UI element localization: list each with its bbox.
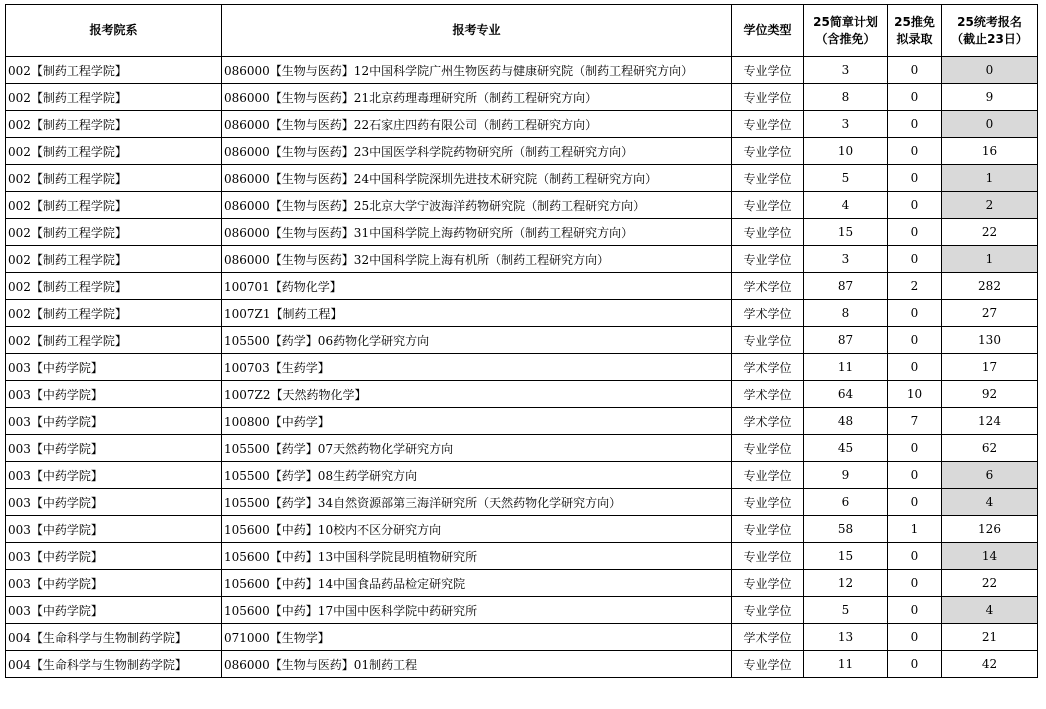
header-exempt	[888, 5, 942, 57]
table-row	[6, 57, 1038, 84]
cell-degree: 学术学位	[732, 624, 804, 651]
cell-apply: 27	[942, 300, 1038, 327]
cell-dept: 002【制药工程学院】	[6, 327, 222, 354]
cell-plan: 87	[804, 327, 888, 354]
cell-plan: 4	[804, 192, 888, 219]
cell-exempt: 7	[888, 408, 942, 435]
cell-major: 071000【生物学】	[222, 624, 732, 651]
cell-major: 105500【药学】08生药学研究方向	[222, 462, 732, 489]
table-row	[6, 381, 1038, 408]
cell-apply: 130	[942, 327, 1038, 354]
cell-plan: 9	[804, 462, 888, 489]
cell-apply: 124	[942, 408, 1038, 435]
cell-exempt: 0	[888, 219, 942, 246]
cell-exempt: 0	[888, 354, 942, 381]
table-row	[6, 246, 1038, 273]
cell-exempt: 0	[888, 462, 942, 489]
cell-apply: 16	[942, 138, 1038, 165]
header-plan	[804, 5, 888, 57]
cell-exempt: 0	[888, 435, 942, 462]
cell-plan: 5	[804, 597, 888, 624]
cell-dept: 002【制药工程学院】	[6, 165, 222, 192]
cell-exempt: 10	[888, 381, 942, 408]
header-dept: 报考院系	[6, 5, 222, 57]
cell-apply: 6	[942, 462, 1038, 489]
cell-exempt: 0	[888, 570, 942, 597]
table-row	[6, 111, 1038, 138]
cell-degree: 专业学位	[732, 597, 804, 624]
cell-dept: 002【制药工程学院】	[6, 138, 222, 165]
header-apply-line2: （截止23日）	[951, 31, 1028, 46]
cell-major: 086000【生物与医药】22石家庄四药有限公司（制药工程研究方向）	[222, 111, 732, 138]
table-row	[6, 516, 1038, 543]
table-row	[6, 408, 1038, 435]
header-major: 报考专业	[222, 5, 732, 57]
cell-degree: 专业学位	[732, 651, 804, 678]
cell-major: 105600【中药】13中国科学院昆明植物研究所	[222, 543, 732, 570]
cell-plan: 64	[804, 381, 888, 408]
cell-degree: 专业学位	[732, 516, 804, 543]
cell-exempt: 0	[888, 192, 942, 219]
cell-plan: 3	[804, 111, 888, 138]
cell-apply: 4	[942, 597, 1038, 624]
cell-exempt: 0	[888, 111, 942, 138]
cell-exempt: 0	[888, 543, 942, 570]
cell-apply: 1	[942, 165, 1038, 192]
cell-plan: 13	[804, 624, 888, 651]
cell-major: 105500【药学】07天然药物化学研究方向	[222, 435, 732, 462]
cell-plan: 12	[804, 570, 888, 597]
table-row	[6, 165, 1038, 192]
table-row	[6, 651, 1038, 678]
table-row	[6, 219, 1038, 246]
cell-exempt: 0	[888, 165, 942, 192]
table-row	[6, 354, 1038, 381]
cell-exempt: 0	[888, 489, 942, 516]
cell-degree: 专业学位	[732, 57, 804, 84]
cell-exempt: 0	[888, 651, 942, 678]
cell-degree: 学术学位	[732, 300, 804, 327]
cell-major: 100800【中药学】	[222, 408, 732, 435]
cell-dept: 002【制药工程学院】	[6, 192, 222, 219]
cell-major: 086000【生物与医药】32中国科学院上海有机所（制药工程研究方向）	[222, 246, 732, 273]
cell-degree: 专业学位	[732, 138, 804, 165]
admissions-table	[5, 4, 1038, 678]
cell-degree: 专业学位	[732, 111, 804, 138]
cell-dept: 003【中药学院】	[6, 435, 222, 462]
cell-exempt: 0	[888, 624, 942, 651]
cell-dept: 002【制药工程学院】	[6, 300, 222, 327]
cell-dept: 003【中药学院】	[6, 570, 222, 597]
cell-plan: 45	[804, 435, 888, 462]
header-row	[6, 5, 1038, 57]
cell-dept: 003【中药学院】	[6, 381, 222, 408]
cell-major: 105600【中药】17中国中医科学院中药研究所	[222, 597, 732, 624]
cell-major: 086000【生物与医药】23中国医学科学院药物研究所（制药工程研究方向）	[222, 138, 732, 165]
cell-degree: 专业学位	[732, 462, 804, 489]
cell-degree: 学术学位	[732, 408, 804, 435]
cell-exempt: 0	[888, 246, 942, 273]
cell-major: 105500【药学】34自然资源部第三海洋研究所（天然药物化学研究方向）	[222, 489, 732, 516]
cell-apply: 22	[942, 219, 1038, 246]
cell-exempt: 0	[888, 57, 942, 84]
cell-dept: 003【中药学院】	[6, 597, 222, 624]
cell-dept: 003【中药学院】	[6, 489, 222, 516]
cell-major: 086000【生物与医药】25北京大学宁波海洋药物研究院（制药工程研究方向）	[222, 192, 732, 219]
cell-major: 086000【生物与医药】31中国科学院上海药物研究所（制药工程研究方向）	[222, 219, 732, 246]
cell-exempt: 0	[888, 300, 942, 327]
table-row	[6, 597, 1038, 624]
cell-plan: 6	[804, 489, 888, 516]
cell-degree: 专业学位	[732, 246, 804, 273]
table-row	[6, 84, 1038, 111]
table-row	[6, 570, 1038, 597]
cell-dept: 003【中药学院】	[6, 408, 222, 435]
cell-major: 1007Z1【制药工程】	[222, 300, 732, 327]
cell-exempt: 0	[888, 138, 942, 165]
cell-degree: 专业学位	[732, 219, 804, 246]
cell-apply: 2	[942, 192, 1038, 219]
cell-apply: 17	[942, 354, 1038, 381]
header-apply-line1: 25统考报名	[957, 14, 1022, 29]
cell-major: 105600【中药】14中国食品药品检定研究院	[222, 570, 732, 597]
table-row	[6, 543, 1038, 570]
cell-degree: 专业学位	[732, 192, 804, 219]
cell-plan: 15	[804, 543, 888, 570]
cell-apply: 126	[942, 516, 1038, 543]
header-plan-line1: 25简章计划	[813, 14, 878, 29]
cell-degree: 学术学位	[732, 354, 804, 381]
cell-apply: 42	[942, 651, 1038, 678]
table-row	[6, 192, 1038, 219]
cell-dept: 003【中药学院】	[6, 462, 222, 489]
cell-plan: 87	[804, 273, 888, 300]
cell-apply: 9	[942, 84, 1038, 111]
cell-degree: 学术学位	[732, 273, 804, 300]
table-row	[6, 273, 1038, 300]
cell-exempt: 2	[888, 273, 942, 300]
cell-dept: 002【制药工程学院】	[6, 57, 222, 84]
cell-major: 086000【生物与医药】12中国科学院广州生物医药与健康研究院（制药工程研究方向）	[222, 57, 732, 84]
table-row	[6, 138, 1038, 165]
cell-apply: 1	[942, 246, 1038, 273]
cell-major: 100701【药物化学】	[222, 273, 732, 300]
cell-degree: 专业学位	[732, 165, 804, 192]
cell-degree: 专业学位	[732, 435, 804, 462]
cell-plan: 48	[804, 408, 888, 435]
cell-apply: 0	[942, 57, 1038, 84]
cell-apply: 62	[942, 435, 1038, 462]
cell-apply: 22	[942, 570, 1038, 597]
header-exempt-line1: 25推免	[894, 14, 935, 29]
cell-plan: 15	[804, 219, 888, 246]
cell-plan: 58	[804, 516, 888, 543]
cell-major: 1007Z2【天然药物化学】	[222, 381, 732, 408]
header-exempt-line2: 拟录取	[896, 31, 933, 46]
cell-dept: 003【中药学院】	[6, 543, 222, 570]
cell-degree: 学术学位	[732, 381, 804, 408]
cell-apply: 4	[942, 489, 1038, 516]
cell-degree: 专业学位	[732, 327, 804, 354]
cell-apply: 14	[942, 543, 1038, 570]
cell-apply: 282	[942, 273, 1038, 300]
cell-apply: 92	[942, 381, 1038, 408]
cell-apply: 0	[942, 111, 1038, 138]
cell-dept: 003【中药学院】	[6, 354, 222, 381]
cell-plan: 10	[804, 138, 888, 165]
header-degree: 学位类型	[732, 5, 804, 57]
cell-dept: 004【生命科学与生物制药学院】	[6, 624, 222, 651]
table-row	[6, 327, 1038, 354]
cell-apply: 21	[942, 624, 1038, 651]
cell-dept: 002【制药工程学院】	[6, 273, 222, 300]
table-row	[6, 462, 1038, 489]
cell-exempt: 0	[888, 84, 942, 111]
cell-plan: 11	[804, 354, 888, 381]
header-apply	[942, 5, 1038, 57]
cell-major: 105500【药学】06药物化学研究方向	[222, 327, 732, 354]
cell-plan: 8	[804, 84, 888, 111]
cell-plan: 11	[804, 651, 888, 678]
cell-dept: 002【制药工程学院】	[6, 246, 222, 273]
cell-degree: 专业学位	[732, 84, 804, 111]
cell-plan: 3	[804, 246, 888, 273]
cell-major: 086000【生物与医药】21北京药理毒理研究所（制药工程研究方向）	[222, 84, 732, 111]
cell-plan: 8	[804, 300, 888, 327]
table-row	[6, 489, 1038, 516]
cell-dept: 002【制药工程学院】	[6, 111, 222, 138]
cell-degree: 专业学位	[732, 543, 804, 570]
cell-exempt: 0	[888, 597, 942, 624]
cell-plan: 3	[804, 57, 888, 84]
cell-degree: 专业学位	[732, 489, 804, 516]
cell-major: 086000【生物与医药】24中国科学院深圳先进技术研究院（制药工程研究方向）	[222, 165, 732, 192]
table-row	[6, 300, 1038, 327]
cell-dept: 002【制药工程学院】	[6, 219, 222, 246]
cell-plan: 5	[804, 165, 888, 192]
table-row	[6, 435, 1038, 462]
cell-exempt: 1	[888, 516, 942, 543]
table-row	[6, 624, 1038, 651]
table-body	[6, 57, 1038, 678]
cell-exempt: 0	[888, 327, 942, 354]
header-plan-line2: （含推免）	[815, 31, 876, 46]
cell-degree: 专业学位	[732, 570, 804, 597]
cell-major: 100703【生药学】	[222, 354, 732, 381]
cell-dept: 004【生命科学与生物制药学院】	[6, 651, 222, 678]
cell-dept: 003【中药学院】	[6, 516, 222, 543]
cell-major: 105600【中药】10校内不区分研究方向	[222, 516, 732, 543]
cell-dept: 002【制药工程学院】	[6, 84, 222, 111]
cell-major: 086000【生物与医药】01制药工程	[222, 651, 732, 678]
